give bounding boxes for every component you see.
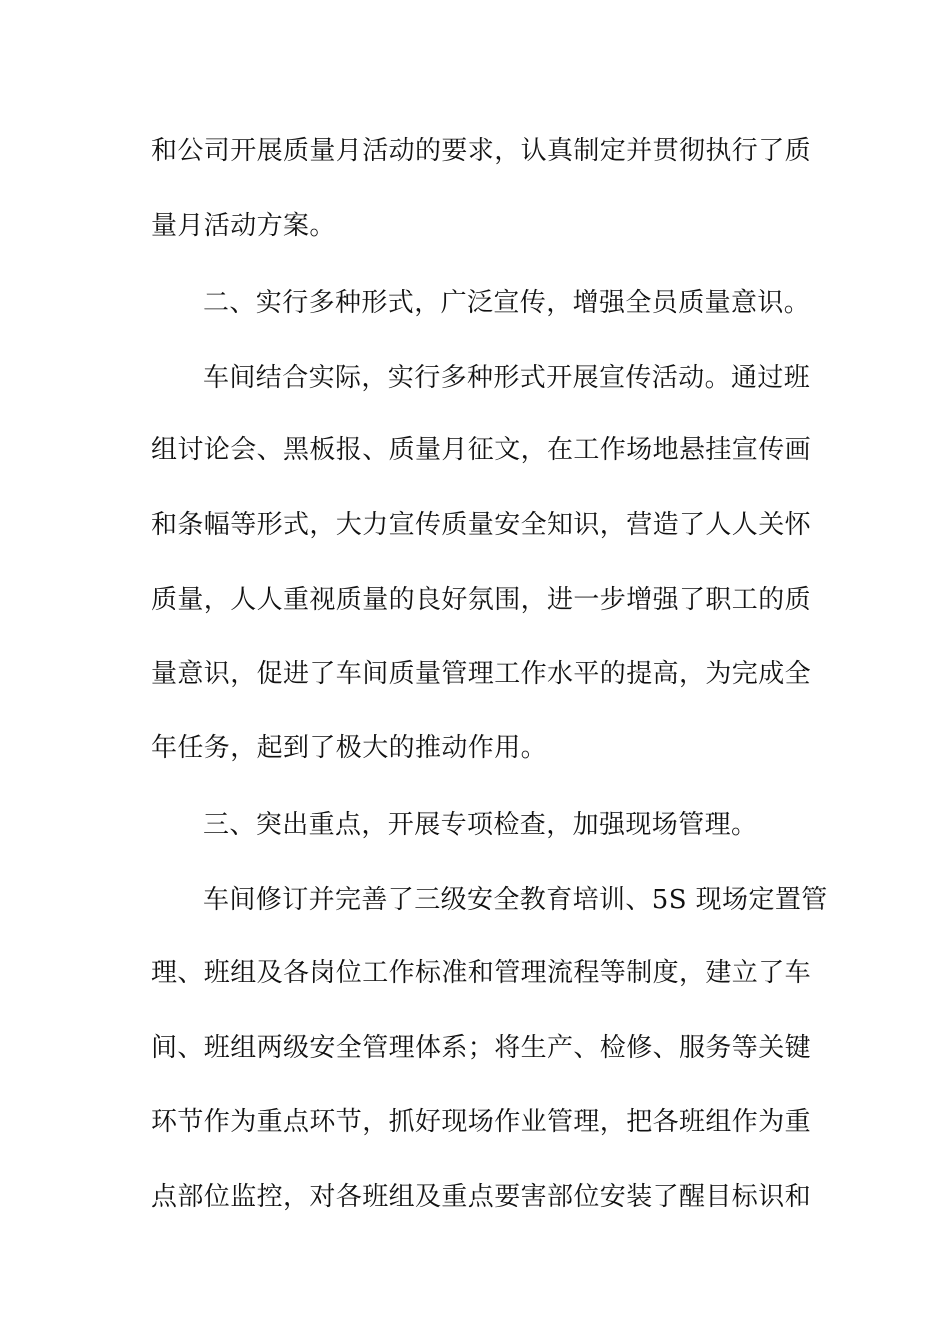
text-line-8: 量意识，促进了车间质量管理工作水平的提高，为完成全	[151, 659, 812, 689]
text-line-1: 和公司开展质量月活动的要求，认真制定并贯彻执行了质	[151, 136, 812, 166]
text-line-13: 间、班组两级安全管理体系；将生产、检修、服务等关键	[151, 1033, 812, 1063]
text-line-6: 和条幅等形式，大力宣传质量安全知识，营造了人人关怀	[151, 510, 812, 540]
text-line-4: 车间结合实际，实行多种形式开展宣传活动。通过班	[203, 363, 811, 393]
text-line-9: 年任务，起到了极大的推动作用。	[151, 733, 548, 763]
text-line-11: 车间修订并完善了三级安全教育培训、5S 现场定置管	[203, 885, 828, 915]
heading-section-2: 二、实行多种形式，广泛宣传，增强全员质量意识。	[203, 288, 811, 318]
heading-section-3: 三、突出重点，开展专项检查，加强现场管理。	[203, 810, 758, 840]
text-line-12: 理、班组及各岗位工作标准和管理流程等制度，建立了车	[151, 958, 812, 988]
text-line-15: 点部位监控，对各班组及重点要害部位安装了醒目标识和	[151, 1182, 812, 1212]
text-line-14: 环节作为重点环节，抓好现场作业管理，把各班组作为重	[151, 1107, 812, 1137]
text-line-5: 组讨论会、黑板报、质量月征文，在工作场地悬挂宣传画	[151, 435, 812, 465]
text-line-7: 质量，人人重视质量的良好氛围，进一步增强了职工的质	[151, 585, 812, 615]
text-line-2: 量月活动方案。	[151, 211, 336, 241]
